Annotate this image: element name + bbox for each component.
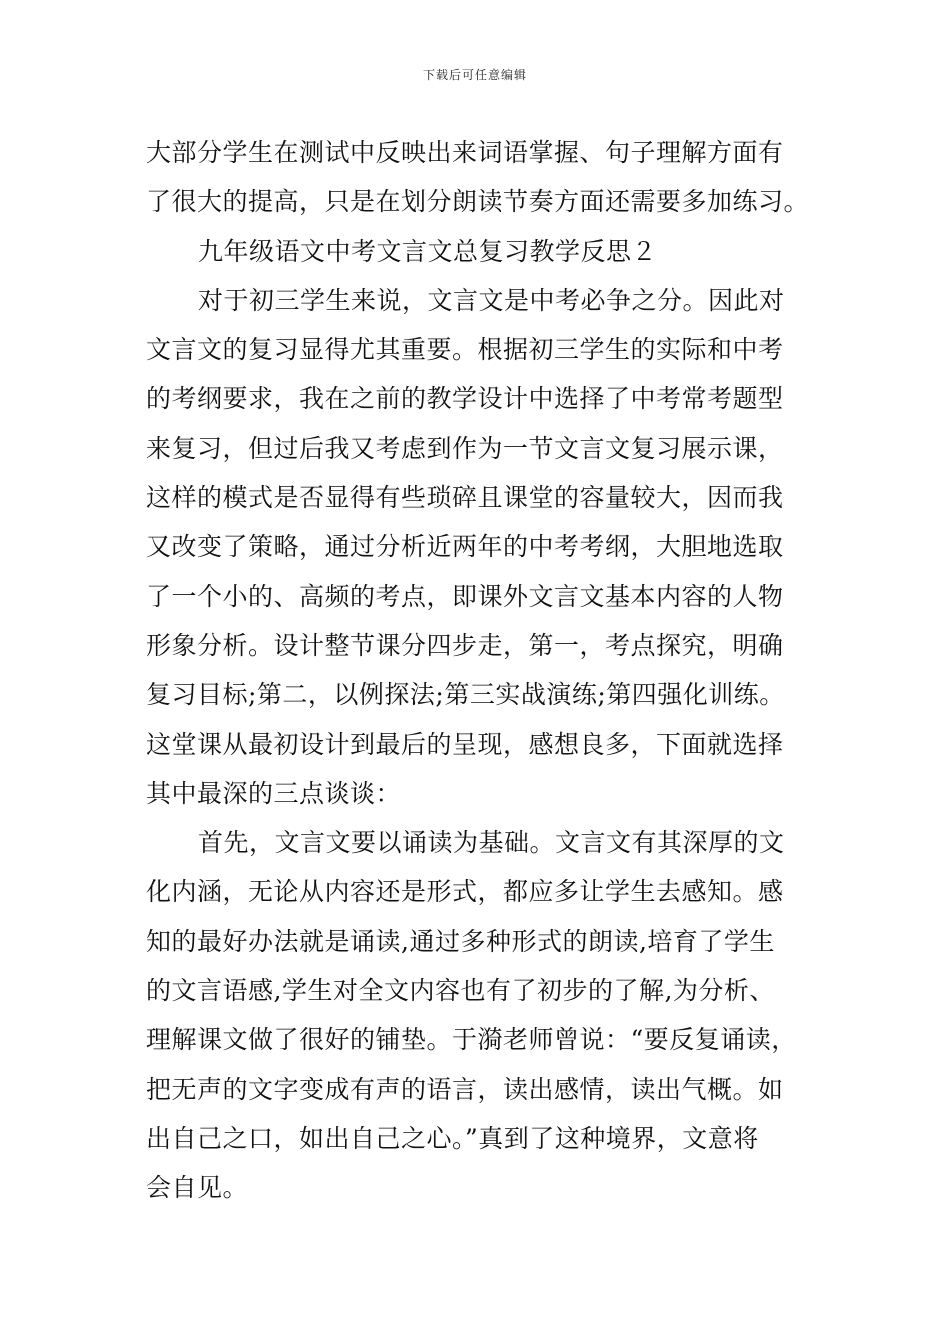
text-line: 会自见。 [146, 1173, 249, 1203]
text-line: 出自己之口，如出自己之心。”真到了这种境界，文意将 [146, 1123, 759, 1153]
body-text [146, 128, 810, 1213]
text-line: 了很大的提高，只是在划分朗读节奏方面还需要多加练习。 [146, 187, 810, 217]
text-line: 复习目标;第二，以例探法;第三实战演练;第四强化训练。 [146, 680, 785, 710]
text-line: 形象分析。设计整节课分四步走，第一，考点探究，明确 [146, 630, 784, 660]
text-line: 大部分学生在测试中反映出来词语掌握、句子理解方面有 [146, 138, 784, 167]
text-line: 的考纲要求，我在之前的教学设计中选择了中考常考题型 [146, 384, 784, 414]
text-line: 文言文的复习显得尤其重要。根据初三学生的实际和中考 [146, 335, 784, 365]
text-line: 这样的模式是否显得有些琐碎且课堂的容量较大，因而我 [146, 483, 784, 513]
text-line: 来复习，但过后我又考虑到作为一节文言文复习展示课， [146, 433, 784, 463]
text-line: 知的最好办法就是诵读,通过多种形式的朗读,培育了学生 [146, 926, 775, 956]
text-line: 九年级语文中考文言文总复习教学反思２ [198, 236, 658, 266]
text-line: 把无声的文字变成有声的语言，读出感情，读出气概。如 [146, 1074, 784, 1104]
text-line: 的文言语感,学生对全文内容也有了初步的了解,为分析、 [146, 976, 775, 1006]
page-header: 下载后可任意编辑 [422, 68, 527, 82]
text-line: 对于初三学生来说，文言文是中考必争之分。因此对 [198, 285, 785, 315]
text-line: 又改变了策略，通过分析近两年的中考考纲，大胆地选取 [146, 532, 784, 562]
text-line: 了一个小的、高频的考点，即课外文言文基本内容的人物 [146, 581, 784, 611]
text-line: 理解课文做了很好的铺垫。于漪老师曾说：“要反复诵读， [146, 1025, 797, 1055]
text-line: 其中最深的三点谈谈： [146, 778, 402, 808]
text-line: 首先，文言文要以诵读为基础。文言文有其深厚的文 [198, 828, 785, 858]
text-line: 这堂课从最初设计到最后的呈现，感想良多，下面就选择 [146, 729, 784, 759]
text-line: 化内涵，无论从内容还是形式，都应多让学生去感知。感 [146, 877, 784, 907]
